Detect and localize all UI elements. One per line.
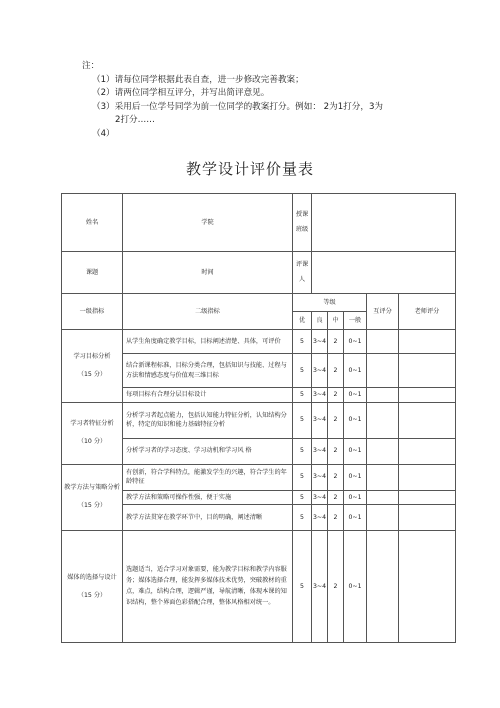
score-fair: 0~1 — [344, 505, 367, 531]
teacher-score-cell[interactable] — [399, 330, 456, 354]
peer-score-cell[interactable] — [367, 402, 399, 438]
score-medium: 2 — [328, 402, 344, 438]
score-fair: 0~1 — [344, 464, 367, 490]
class-value[interactable] — [312, 194, 456, 252]
score-fair: 0~1 — [344, 531, 367, 643]
criterion-text: 分析学习者起点能力，包括认知能力特征分析，认知结构分析，特定的知识和能力基础特征分析 — [123, 402, 293, 438]
note-item-3 — [82, 101, 462, 115]
evaluation-table — [61, 193, 456, 643]
peer-score-cell[interactable] — [367, 438, 399, 464]
score-fair: 0~1 — [344, 490, 367, 505]
page-title: 教学设计评价量表 — [185, 160, 314, 178]
score-good: 3~4 — [312, 490, 328, 505]
class-label: 授课班级 — [293, 194, 312, 252]
score-excellent: 5 — [293, 388, 312, 403]
note-number: （1） — [92, 74, 115, 85]
score-excellent: 5 — [293, 531, 312, 643]
group-weight: （15 分） — [77, 370, 107, 378]
group-name: 教学方法与策略分析 — [64, 484, 120, 492]
criterion-text: 从学生角度确定教学目标，目标阐述清楚、具体，可评价 — [123, 330, 293, 354]
score-medium: 2 — [328, 354, 344, 388]
header-peer: 互评分 — [367, 294, 399, 330]
group-name: 学习目标分析 — [73, 352, 111, 360]
score-fair: 0~1 — [344, 354, 367, 388]
group-cell — [62, 330, 123, 403]
topic-label: 课题 — [62, 252, 123, 294]
group-name: 学习者特征分析 — [70, 420, 114, 428]
note-number: （2） — [92, 88, 115, 98]
score-fair: 0~1 — [344, 330, 367, 354]
score-excellent: 5 — [293, 354, 312, 388]
note-text: 请两位同学相互评分，并写出简评意见。 — [114, 88, 270, 98]
group-cell — [62, 402, 123, 464]
peer-score-cell[interactable] — [367, 464, 399, 490]
peer-score-cell[interactable] — [367, 354, 399, 388]
teacher-score-cell[interactable] — [399, 464, 456, 490]
grade-medium: 中 — [328, 312, 344, 330]
notes-heading: 注： — [82, 61, 100, 71]
score-fair: 0~1 — [344, 402, 367, 438]
criterion-text: 教学方法和策略可操作性强，便于实施 — [123, 490, 293, 505]
peer-score-cell[interactable] — [367, 388, 399, 403]
teacher-score-cell[interactable] — [399, 505, 456, 531]
peer-score-cell[interactable] — [367, 490, 399, 505]
score-good: 3~4 — [312, 464, 328, 490]
score-medium: 2 — [328, 388, 344, 403]
header-grade: 等级 — [293, 294, 367, 312]
score-good: 3~4 — [312, 354, 328, 388]
note-item-3-continuation: 2打分…… — [115, 115, 155, 125]
group-name: 媒体的选择与设计 — [67, 573, 117, 581]
note-number: （3） — [92, 101, 115, 112]
score-good: 3~4 — [312, 402, 328, 438]
table-row — [62, 464, 456, 490]
criterion-text: 分析学习者的学习态度、学习动机和学习风 格 — [123, 438, 293, 464]
reviewer-value[interactable] — [312, 252, 456, 294]
note-text: 采用后一位学号同学为前一位同学的教案打分。例如： 2为1打分，3为 — [114, 101, 384, 112]
table-row — [62, 330, 456, 354]
teacher-score-cell[interactable] — [399, 388, 456, 403]
table-row — [62, 402, 456, 438]
note-item-4 — [82, 128, 462, 142]
note-item-1 — [82, 74, 462, 88]
teacher-score-cell[interactable] — [399, 354, 456, 388]
score-good: 3~4 — [312, 330, 328, 354]
score-fair: 0~1 — [344, 388, 367, 403]
score-medium: 2 — [328, 330, 344, 354]
note-text: 请每位同学根据此表自查，进一步修改完善教案； — [114, 74, 304, 85]
time-label: 时间 — [123, 252, 293, 294]
reviewer-label: 评课人 — [293, 252, 312, 294]
header-row-1 — [62, 294, 456, 312]
notes — [82, 60, 462, 141]
criterion-text: 每项目标有合理分层目标设计 — [123, 388, 293, 403]
score-medium: 2 — [328, 438, 344, 464]
group-weight: （10 分） — [77, 438, 107, 446]
header-teacher: 老师评分 — [399, 294, 456, 330]
teacher-score-cell[interactable] — [399, 402, 456, 438]
score-excellent: 5 — [293, 402, 312, 438]
name-label: 姓名 — [62, 194, 123, 252]
teacher-score-cell[interactable] — [399, 438, 456, 464]
score-medium: 2 — [328, 505, 344, 531]
group-weight: （15 分） — [77, 591, 107, 599]
score-excellent: 5 — [293, 330, 312, 354]
score-fair: 0~1 — [344, 438, 367, 464]
peer-score-cell[interactable] — [367, 531, 399, 643]
criterion-text: 选题适当，适合学习对象需要，能为教学目标和教学内容服务；媒体选择合理，能发挥多媒体技术优势，突破教材的重点，难点，结构合理，逻辑严谨，导航清晰，体现本课的知识结构，整个界面色彩搭配合理，整体风格相对统一。 — [123, 531, 293, 643]
note-number: （4） — [92, 128, 115, 139]
info-row-1 — [62, 194, 456, 252]
group-cell — [62, 531, 123, 643]
score-medium: 2 — [328, 490, 344, 505]
criterion-text: 教学方法贯穿在教学环节中，目的明确，阐述清晰 — [123, 505, 293, 531]
grade-excellent: 优 — [293, 312, 312, 330]
score-excellent: 5 — [293, 490, 312, 505]
score-good: 3~4 — [312, 438, 328, 464]
header-level1: 一级指标 — [62, 294, 123, 330]
score-medium: 2 — [328, 531, 344, 643]
criterion-text: 结合新课程标准，目标分类合理，包括知识与技能、过程与方法和情感态度与价值观三维目标 — [123, 354, 293, 388]
score-good: 3~4 — [312, 388, 328, 403]
grade-fair: 一般 — [344, 312, 367, 330]
score-medium: 2 — [328, 464, 344, 490]
teacher-score-cell[interactable] — [399, 490, 456, 505]
info-row-2 — [62, 252, 456, 294]
criterion-text: 有创新，符合学科特点，能激发学生的兴趣，符合学生的年龄特征 — [123, 464, 293, 490]
peer-score-cell[interactable] — [367, 330, 399, 354]
score-excellent: 5 — [293, 464, 312, 490]
score-good: 3~4 — [312, 531, 328, 643]
score-excellent: 5 — [293, 505, 312, 531]
group-cell — [62, 464, 123, 531]
note-item-2 — [82, 87, 462, 101]
teacher-score-cell[interactable] — [399, 531, 456, 643]
table-row — [62, 531, 456, 643]
college-label: 学院 — [123, 194, 293, 252]
peer-score-cell[interactable] — [367, 505, 399, 531]
score-good: 3~4 — [312, 505, 328, 531]
header-level2: 二级指标 — [123, 294, 293, 330]
score-excellent: 5 — [293, 438, 312, 464]
group-weight: （15 分） — [77, 502, 107, 510]
grade-good: 良 — [312, 312, 328, 330]
